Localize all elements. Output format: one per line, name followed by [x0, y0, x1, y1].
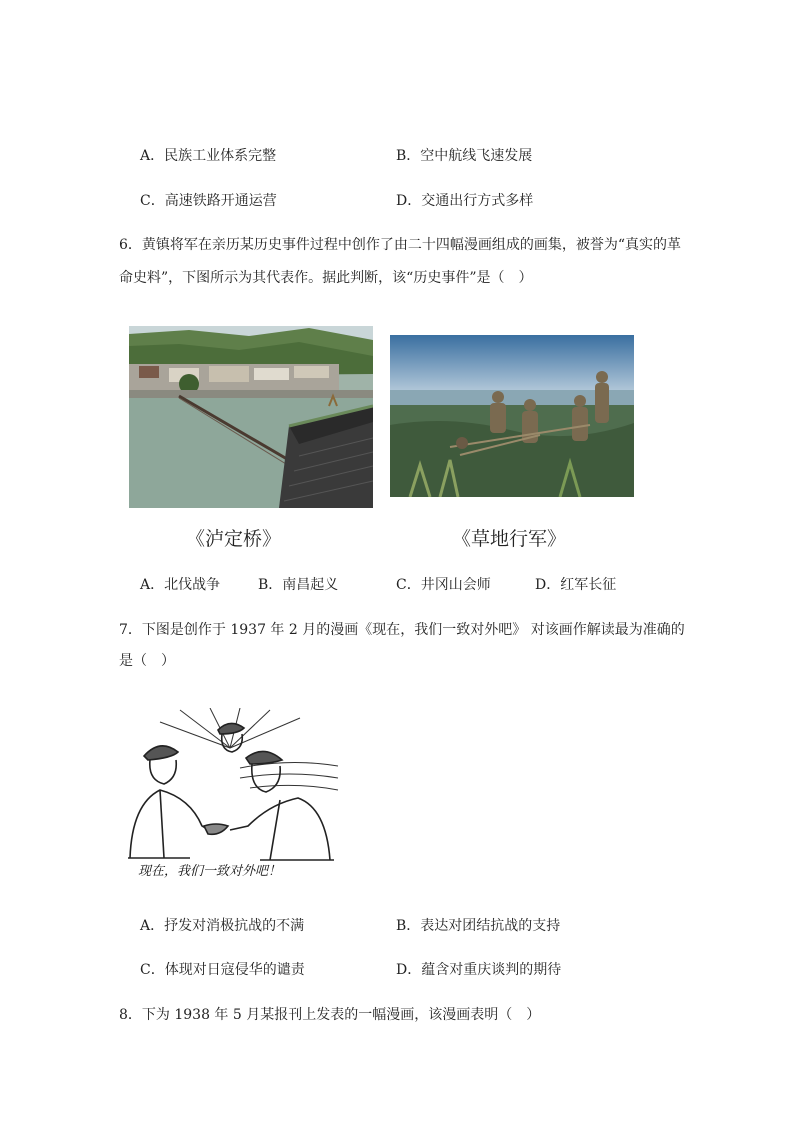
q7-option-d: D．蕴含对重庆谈判的期待	[396, 962, 562, 978]
q6-option-c: C．井冈山会师	[396, 577, 491, 593]
q5-option-a: A．民族工业体系完整	[140, 148, 277, 164]
q7-stem-line1: 7．下图是创作于 1937 年 2 月的漫画《现在，我们一致对外吧》 对该画作解读最为准确的	[119, 622, 685, 638]
q6-option-b: B．南昌起义	[258, 577, 339, 593]
q6-stem-line1: 6．黄镇将军在亲历某历史事件过程中创作了由二十四幅漫画组成的画集，被誉为“真实的革	[119, 237, 682, 253]
q7-option-b: B．表达对团结抗战的支持	[396, 918, 561, 934]
q7-option-a: A．抒发对消极抗战的不满	[140, 918, 305, 934]
grassland-march-photo	[390, 335, 634, 497]
luding-bridge-caption: 《泸定桥》	[186, 528, 282, 550]
q6-option-d: D．红军长征	[535, 577, 617, 593]
q5-option-c: C．高速铁路开通运营	[140, 193, 277, 209]
q6-stem-line2: 命史料”，下图所示为其代表作。据此判断，该“历史事件”是（ ）	[119, 270, 533, 286]
luding-bridge-photo	[129, 326, 373, 508]
q6-option-a: A．北伐战争	[140, 577, 221, 593]
q5-option-b: B．空中航线飞速发展	[396, 148, 533, 164]
q8-stem: 8．下为 1938 年 5 月某报刊上发表的一幅漫画，该漫画表明（ ）	[119, 1007, 541, 1023]
cartoon-handwritten-caption: 现在，我们一致对外吧！	[138, 864, 282, 879]
q7-option-c: C．体现对日寇侵华的谴责	[140, 962, 305, 978]
grassland-march-caption: 《草地行军》	[452, 528, 567, 550]
unity-cartoon-drawing	[120, 708, 342, 884]
q7-stem-line2: 是（ ）	[119, 653, 175, 669]
q5-option-d: D．交通出行方式多样	[396, 193, 534, 209]
